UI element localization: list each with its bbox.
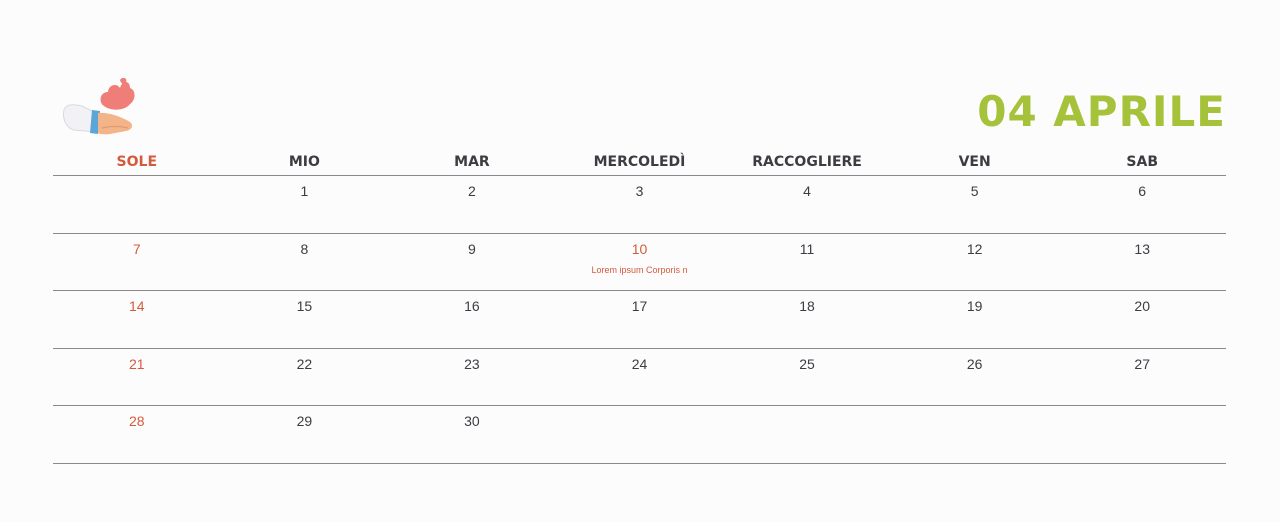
day-cell[interactable]	[723, 176, 891, 233]
day-number: 11	[799, 240, 815, 257]
day-number: 22	[296, 355, 313, 372]
day-cell[interactable]	[891, 176, 1059, 233]
weekday-label: MIO	[288, 154, 320, 170]
day-number: 18	[799, 298, 815, 314]
day-cell[interactable]	[891, 291, 1059, 348]
page-title: 04 APRILE	[977, 87, 1226, 136]
day-cell[interactable]	[1058, 291, 1226, 348]
day-cell[interactable]	[221, 291, 389, 348]
week-row	[53, 291, 1226, 349]
day-cell[interactable]	[1058, 349, 1226, 406]
weekday-header-row	[53, 150, 1226, 176]
hand-holding-cloud-icon	[60, 76, 140, 140]
day-cell[interactable]	[556, 176, 724, 233]
day-cell[interactable]	[53, 234, 221, 291]
day-number: 8	[300, 240, 309, 257]
weekday-label: SOLE	[116, 154, 158, 170]
day-number: 27	[1134, 355, 1150, 372]
day-cell[interactable]	[556, 349, 724, 406]
day-number: 16	[464, 298, 480, 314]
day-cell[interactable]	[221, 349, 389, 406]
day-number: 15	[296, 298, 313, 314]
day-number: 29	[296, 413, 313, 429]
day-cell[interactable]	[556, 291, 724, 348]
week-row	[53, 234, 1226, 292]
day-cell[interactable]	[221, 406, 389, 463]
day-cell[interactable]	[221, 234, 389, 291]
day-number: 2	[468, 183, 476, 199]
week-row	[53, 349, 1226, 407]
day-cell[interactable]	[723, 234, 891, 291]
day-number: 10	[631, 240, 648, 257]
day-cell[interactable]	[891, 406, 1059, 463]
day-number: 3	[635, 183, 644, 199]
day-number: 26	[966, 355, 983, 372]
day-cell[interactable]	[53, 291, 221, 348]
day-cell[interactable]	[388, 349, 556, 406]
week-row	[53, 406, 1226, 464]
day-cell[interactable]	[53, 349, 221, 406]
week-row	[53, 176, 1226, 234]
day-number: 24	[631, 355, 648, 372]
day-number: 30	[464, 413, 480, 429]
day-cell[interactable]	[1058, 234, 1226, 291]
day-cell[interactable]	[53, 406, 221, 463]
day-number: 4	[803, 183, 811, 199]
day-cell[interactable]	[556, 406, 724, 463]
weekday-label: RACCOGLIERE	[752, 154, 862, 170]
day-cell[interactable]	[388, 291, 556, 348]
weekday-label: SAB	[1126, 154, 1158, 170]
day-number: 19	[966, 298, 983, 314]
day-number: 17	[631, 298, 648, 314]
calendar-weeks	[53, 176, 1226, 464]
day-cell[interactable]	[388, 176, 556, 233]
day-cell[interactable]	[723, 406, 891, 463]
day-number: 23	[464, 355, 480, 372]
day-cell[interactable]	[221, 176, 389, 233]
day-cell[interactable]	[1058, 176, 1226, 233]
day-cell[interactable]	[53, 176, 221, 233]
day-number: 9	[468, 240, 476, 257]
day-cell[interactable]	[723, 349, 891, 406]
day-number: 21	[128, 355, 145, 372]
day-cell[interactable]	[891, 349, 1059, 406]
weekday-label: MERCOLEDÌ	[593, 154, 686, 170]
day-number: 20	[1134, 298, 1150, 314]
day-number: 14	[128, 298, 145, 314]
weekday-label: MAR	[454, 154, 490, 170]
day-event-note: Lorem ipsum Corporis n	[591, 264, 688, 275]
day-number: 7	[132, 240, 141, 257]
day-cell[interactable]	[556, 234, 724, 291]
day-number: 5	[970, 183, 979, 199]
day-cell[interactable]	[388, 234, 556, 291]
day-cell[interactable]	[723, 291, 891, 348]
day-number: 1	[300, 183, 309, 199]
day-cell[interactable]	[891, 234, 1059, 291]
day-cell[interactable]	[388, 406, 556, 463]
day-number: 25	[799, 355, 815, 372]
day-number: 6	[1138, 183, 1147, 199]
day-number: 13	[1134, 240, 1150, 257]
day-number: 28	[128, 413, 145, 429]
day-number: 12	[966, 240, 983, 257]
day-cell[interactable]	[1058, 406, 1226, 463]
weekday-label: VEN	[958, 154, 991, 170]
calendar-grid	[53, 150, 1226, 464]
